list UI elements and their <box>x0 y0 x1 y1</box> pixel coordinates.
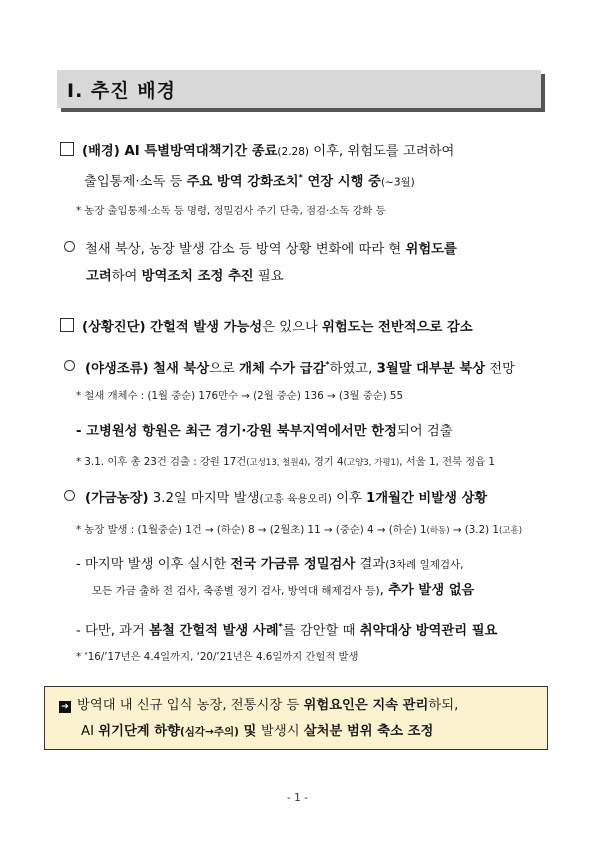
spring-cases: 봄철 간헐적 발생 사례 <box>149 623 279 639</box>
text-span: 하였고, <box>329 361 377 377</box>
text-span: 결과 <box>355 557 386 572</box>
footnote-farm-outbreaks <box>76 523 522 538</box>
square-bullet-icon <box>60 318 74 332</box>
text-span: 으로 <box>209 361 240 377</box>
wild-bird-heading: (야생조류) 철새 북상 <box>85 361 210 377</box>
arrow-right-icon: ➔ <box>59 701 71 713</box>
spring-risk-line <box>76 618 497 640</box>
risk-decrease: 위험도는 전반적으로 감소 <box>322 320 473 335</box>
section-header <box>57 70 541 114</box>
conclusion-line2 <box>81 723 433 741</box>
key-measures: 주요 방역 강화조치 <box>186 174 299 190</box>
text-span: , <box>379 583 389 598</box>
text-span: 모든 가금 출하 전 검사, 축종별 정기 검사, 방역대 해제검사 등) <box>92 585 380 597</box>
diagnosis-heading: (상황진단) 간헐적 발생 가능성 <box>82 320 263 335</box>
level-downgrade: 위기단계 하향 <box>98 724 180 739</box>
footnote-measures: * 농장 출입통제·소독 등 명령, 정밀검사 주기 단축, 점검·소독 강화 등 <box>76 205 386 217</box>
footnote-mark: * <box>325 360 330 369</box>
text-span: (고흥) <box>498 526 523 536</box>
circle-bullet-icon <box>64 490 75 501</box>
footnote-bird-count: * 철새 개체수 : (1월 중순) 176만수 → (2월 중순) 136 → (3월 중순) 55 <box>76 390 404 402</box>
text-span: 를 감안할 때 <box>282 623 360 639</box>
end-date: (2.28) <box>277 146 309 158</box>
inspection-line1 <box>76 556 464 574</box>
text-span: 및 <box>238 724 262 739</box>
text-span: 하여 <box>111 269 142 284</box>
adjustment-emphasis: 방역조치 조정 추진 <box>141 269 254 284</box>
no-additional-outbreak: 추가 발생 없음 <box>388 583 475 598</box>
no-outbreak: 1개월간 비발생 상황 <box>366 491 488 506</box>
text-span: , 경기 4 <box>307 456 344 468</box>
antigen-detection: - 고병원성 항원은 최근 경기·강원 북부지역에서만 한정 <box>76 424 397 439</box>
inspection-line2 <box>92 582 474 600</box>
text-span: , 서울 1, 전북 정읍 1 <box>399 456 495 468</box>
page-number: - 1 - <box>287 792 308 804</box>
conclusion-line1 <box>59 697 458 715</box>
poultry-heading: (가금농장) <box>85 491 149 506</box>
text-span: (3차례 일제검사, <box>385 559 464 571</box>
text-span: AI <box>81 724 99 739</box>
inspection-emphasis: 전국 가금류 정밀검사 <box>230 557 356 572</box>
text-span: - 마지막 발생 이후 실시한 <box>76 557 231 572</box>
risk-management: 위험요인은 지속 관리 <box>303 698 429 713</box>
text-span: 은 있으나 <box>262 320 323 335</box>
paragraph-background-line2 <box>84 169 415 191</box>
background-heading: (배경) AI 특별방역대책기간 종료 <box>82 144 278 159</box>
paragraph-background-line1 <box>60 142 454 161</box>
text-span: - 다만, 과거 <box>76 623 150 639</box>
text-span: (고양3, 가평1) <box>343 458 400 468</box>
poultry-line <box>64 490 487 508</box>
text-span: 하되, <box>428 698 459 713</box>
wild-bird-line <box>64 356 515 378</box>
text-span: 되어 검출 <box>396 424 453 439</box>
extension-status: 연장 시행 중 <box>302 174 381 190</box>
level-change: (심각→주의) <box>179 726 239 738</box>
square-bullet-icon <box>60 142 74 156</box>
text-span: * 3.1. 이후 총 23건 검출 : 강원 17건 <box>76 456 247 468</box>
risk-emphasis: 위험도를 <box>405 242 457 257</box>
text-span: 철새 북상, 농장 발생 감소 등 방역 상황 변화에 따라 현 <box>85 242 406 257</box>
text-span: 출입통제·소독 등 <box>84 174 187 190</box>
sub-item-line2 <box>86 268 284 286</box>
section-title: Ⅰ. 추진 배경 <box>67 80 176 102</box>
text-span: 3.2일 마지막 발생 <box>148 491 260 506</box>
footnote-detections <box>76 455 495 470</box>
text-span: (하동) <box>426 526 450 536</box>
consider-emphasis: 고려 <box>86 269 112 284</box>
text-span: 이후 <box>331 491 366 506</box>
circle-bullet-icon <box>64 360 75 371</box>
background-text: 이후, 위험도를 고려하여 <box>309 144 455 159</box>
footnote-past-spring: * ‘16/’17년은 4.4일까지, ‘20/’21년은 4.6일까지 간헐적 발생 <box>76 651 359 663</box>
vulnerable-management: 취약대상 방역관리 필요 <box>359 623 498 639</box>
period: (~3월) <box>380 176 415 189</box>
paragraph-diagnosis <box>60 318 473 337</box>
migration-forecast: 3월말 대부분 북상 <box>376 361 486 377</box>
culling-reduction: 살처분 범위 축소 조정 <box>303 724 434 739</box>
footnote-mark: * <box>298 173 303 182</box>
text-span: 발생시 <box>261 724 304 739</box>
population-drop: 개체 수가 급감 <box>239 361 326 377</box>
sub-item-line1 <box>64 241 457 259</box>
text-span: 필요 <box>253 269 284 284</box>
text-span: 방역대 내 신규 입식 농장, 전통시장 등 <box>77 698 304 713</box>
text-span: 전망 <box>485 361 515 377</box>
text-span: → (3.2) 1 <box>449 524 499 536</box>
text-span: (고성13, 철원4) <box>246 458 308 468</box>
circle-bullet-icon <box>64 241 75 252</box>
text-span: * 농장 발생 : (1월중순) 1건 → (하순) 8 → (2월초) 11 → (중순) 4 → (하순) 1 <box>76 524 427 536</box>
footnote-mark: * <box>278 622 283 631</box>
text-span: (고흥 육용오리) <box>259 493 332 505</box>
conclusion-box <box>44 686 548 750</box>
antigen-line <box>76 423 453 441</box>
